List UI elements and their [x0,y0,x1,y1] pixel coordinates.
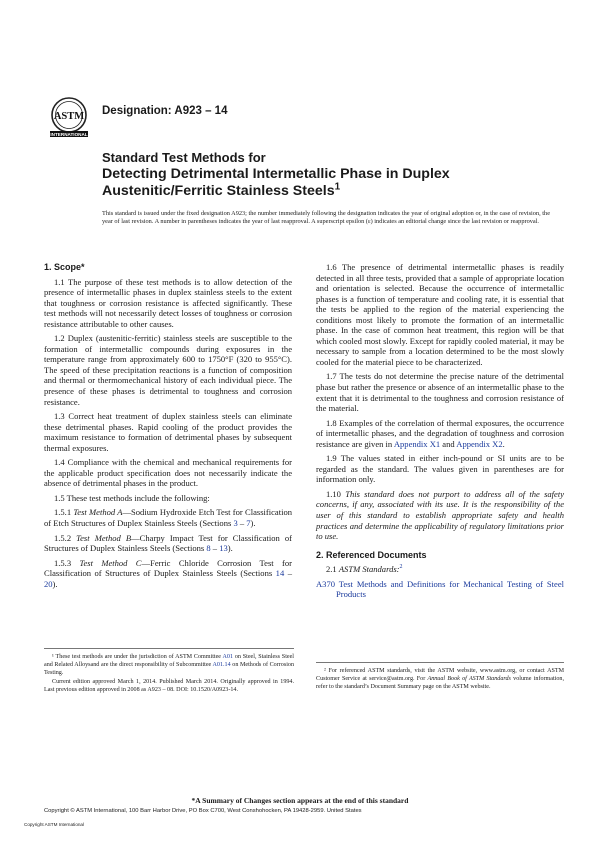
para-1-8-end: . [502,438,505,449]
footnote-2-italic: Annual Book of ASTM Standards [427,676,511,682]
footnote-2 [316,662,564,691]
para-1-2: 1.2 Duplex (austenitic-ferritic) stainless steels are susceptible to the formation of intermetallic compounds during exposures in the temperature range from approximately 600 to 1750°F (320 to 955°C). The speed of these precipitation reactions is a function of composition and thermal or thermomechanical history of each individual piece. The presence of these phases is detrimental to toughness and corrosion resistance. [44,333,292,407]
link-section-14[interactable]: 14 [275,568,285,579]
copyright-small: Copyright ASTM International [24,822,85,827]
footnote-2-text-a: ² For referenced ASTM standards, visit the ASTM website, www.astm.org, or contact ASTM Customer Service at service@astm.org. For [316,668,564,682]
title-line-1: Standard Test Methods for [102,150,266,165]
para-1-9: 1.9 The values stated in either inch-pound or SI units are to be regarded as the standard. The values given in parentheses are for information only. [316,453,564,485]
document-title [102,150,542,200]
reference-a370-code[interactable]: A370 [316,578,335,589]
section-2-heading: 2. Referenced Documents [316,549,427,560]
link-committee-a01[interactable]: A01 [222,654,233,660]
footnote-2-para [316,667,564,691]
method-c-number: 1.5.3 [54,557,72,568]
para-1-3: 1.3 Correct heat treatment of duplex stainless steels can eliminate these detrimental phases. Rapid cooling of the product provides the maximum resistance to formation of detrimental phases by subsequent thermal exposures. [44,411,292,453]
method-a-text: —Sodium Hydroxide Etch Test for Classification of Etch Structures of Duplex Stainless Steels (Sections [44,507,292,529]
designation: Designation: A923 – 14 [102,105,228,117]
link-subcommittee-a01-14[interactable]: A01.14 [212,662,231,668]
method-b-text: —Charpy Impact Test for Classification of Structures of Duplex Stainless Steels (Sections [44,532,292,554]
para-1-10-text: This standard does not purport to address all of the safety concerns, if any, associated with its use. It is the responsibility of the user of this standard to establish appropriate safety and health practices and determine the applicability of regulatory limitations prior to use. [316,488,565,542]
method-c-text: —Ferric Chloride Corrosion Test for Classification of Structures of Duplex Stainless Steels (Sections [44,557,293,579]
link-section-8[interactable]: 8 [206,543,211,554]
method-a-name: Test Method A [73,507,123,518]
method-c-name: Test Method C [79,557,142,568]
issued-note: This standard is issued under the fixed designation A923; the number immediately following the designation indicates the year of original adoption or, in the case of revision, the year of last revision. A number in parentheses indicates the year of last reapproval. A superscript epsilon (ε) indicates an editorial change since the last revision or reapproval. [102,210,550,226]
para-1-6: 1.6 The presence of detrimental intermetallic phases is readily detected in all three tests, provided that a sample of appropriate location and orientation is selected. Because the occurrence of intermetallic phases is a function of temperature and cooling rate, it is essential that the tests be applied to the region of the material experiencing the conditions most likely to promote the formation of an intermetallic phase. In the case of common heat treatment, this region will be that which cooled most slowly. Except for rapidly cooled material, it may be necessary to sample from a location determined to be the most slowly cooled for the material piece to be characterized. [316,262,564,367]
para-1-8 [316,418,564,450]
method-b-name: Test Method B [76,532,132,543]
footnote-1 [44,648,294,695]
footnote-1-para-2: Current edition approved March 1, 2014. Published March 2014. Originally approved in 1994. Last previous edition approved in 2008 as A923 – 08. DOI: 10.1520/A0923-14. [44,679,294,693]
link-section-13[interactable]: 13 [219,543,228,554]
method-b-end: ). [227,543,233,554]
right-column [316,262,564,604]
para-1-5-1 [44,507,292,528]
para-1-10 [316,489,564,542]
footnote-1-text-c: on Methods of Corrosion Testing. [44,662,294,676]
method-c-end: ). [52,578,58,589]
para-2-1 [316,564,564,575]
title-footnote-marker: 1 [334,181,341,193]
method-a-dash: – [237,518,247,529]
para-1-5-3 [44,558,292,590]
footnote-1-para-1 [44,653,294,677]
link-section-7[interactable]: 7 [246,518,251,529]
para-1-7: 1.7 The tests do not determine the precise nature of the detrimental phase but rather the presence or absence of an intermetallic phase to the extent that it is detrimental to the toughness and corrosion resistance of the material. [316,371,564,414]
link-appendix-x1[interactable]: Appendix X1 [393,438,441,449]
para-1-10-number: 1.10 [326,488,346,499]
title-line-3 [102,183,542,200]
para-1-8-text: 1.8 Examples of the correlation of thermal exposures, the occurrence of intermetallic phases, and the degradation of toughness and corrosion resistance are given in [316,417,564,449]
logo-letters: ASTM [53,111,85,122]
left-column [44,262,292,593]
section-1-heading: 1. Scope* [44,262,85,272]
para-1-8-and: and [440,438,457,449]
title-line-3-text: Austenitic/Ferritic Stainless Steels [102,183,335,199]
link-section-20[interactable]: 20 [44,578,53,589]
method-a-end: ). [250,518,256,529]
title-line-2: Detecting Detrimental Intermetallic Phase in Duplex [102,166,450,182]
para-1-5-2 [44,533,292,554]
reference-a370-title[interactable]: Test Methods and Definitions for Mechanical Testing of Steel Products [335,578,564,600]
reference-a370[interactable] [316,579,564,600]
summary-of-changes-notice: *A Summary of Changes section appears at the end of this standard [191,796,409,805]
para-2-1-number: 2.1 [326,564,339,575]
astm-logo-icon [47,95,91,139]
link-section-3[interactable]: 3 [233,518,238,529]
footnote-1-text-a: ¹ These test methods are under the jurisdiction of ASTM Committee [52,654,223,660]
copyright-line: Copyright © ASTM International, 100 Barr Harbor Drive, PO Box C700, West Conshohocken, PA 19428-2959. United States [44,808,362,814]
method-b-dash: – [210,543,220,554]
para-1-4: 1.4 Compliance with the chemical and mechanical requirements for the applicable product specification does not necessarily indicate the absence of detrimental phases in the product. [44,457,292,489]
method-b-number: 1.5.2 [54,532,72,543]
footnote-1-text-b: on Steel, Stainless Steel and Related Alloysand are the direct responsibility of Subcommittee [44,654,294,668]
para-1-1: 1.1 The purpose of these test methods is to allow detection of the presence of intermetallic phases in duplex stainless steels to the extent that toughness or corrosion resistance is affected significantly. These test methods will not necessarily detect losses of toughness or corrosion resistance attributable to other causes. [44,276,292,329]
astm-standards-label: ASTM Standards: [338,564,400,575]
logo-word: INTERNATIONAL [50,132,88,137]
footnote-2-text-b: volume information, refer to the standard’s Document Summary page on the ASTM website. [316,676,564,690]
link-appendix-x2[interactable]: Appendix X2 [456,438,503,449]
method-a-number: 1.5.1 [54,507,72,518]
method-c-dash: – [284,568,292,579]
footnote-2-marker[interactable]: 2 [399,564,403,571]
para-1-5: 1.5 These test methods include the following: [54,492,210,503]
